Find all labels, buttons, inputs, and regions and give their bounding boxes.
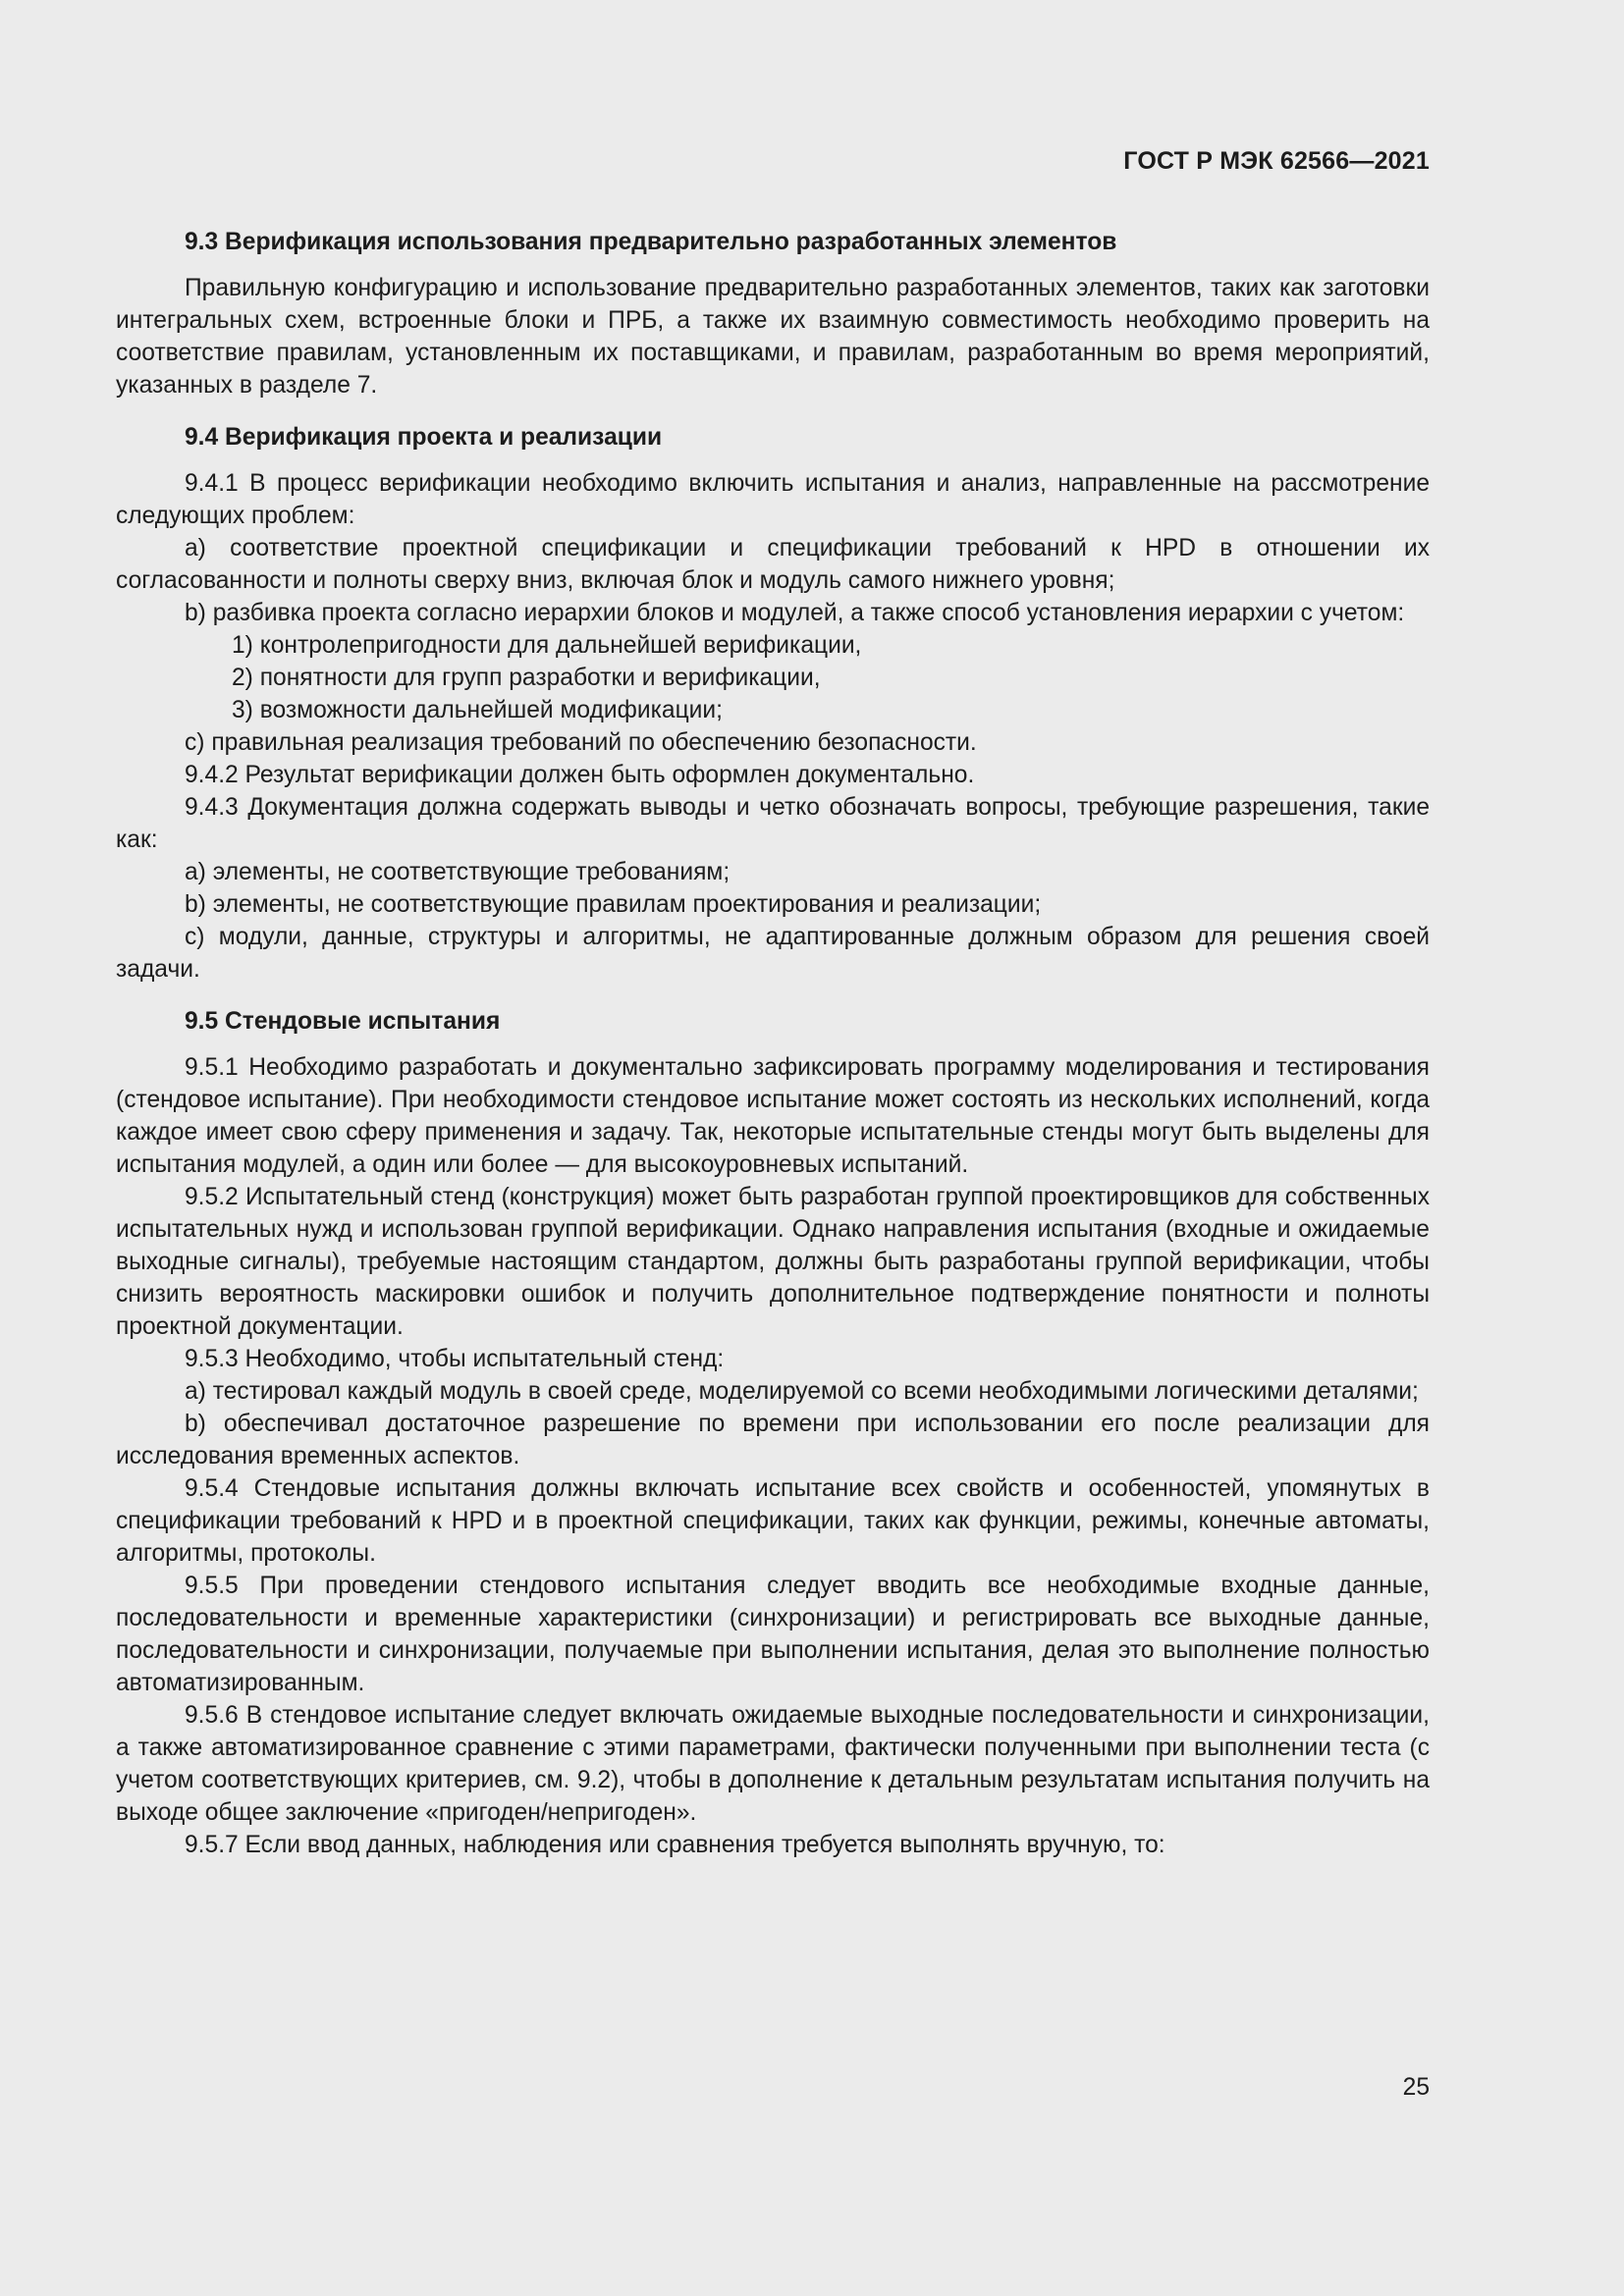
paragraph-9-5-4: 9.5.4 Стендовые испытания должны включать испытание всех свойств и особенностей, упомянутых в спецификации требований к HPD и в проектной спецификации, таких как функции, режимы, конечные автоматы, алгоритмы, протоколы. (116, 1475, 1430, 1567)
sub-item-9-4-1-b-1: 1) контролепригодности для дальнейшей верификации, (232, 632, 862, 659)
page-content (116, 226, 1430, 1861)
list-item-9-4-3-b: b) элементы, не соответствующие правилам проектирования и реализации; (185, 891, 1042, 918)
paragraph-9-5-5: 9.5.5 При проведении стендового испытания следует вводить все необходимые входные данные, последовательности и временные характеристики (синхронизации) и регистрировать все выходные данные, последовательности и синхронизации, получаемые при выполнении испытания, делая это выполнение полностью автоматизированным. (116, 1573, 1430, 1696)
paragraph-9-3: Правильную конфигурацию и использование предварительно разработанных элементов, таких как заготовки интегральных схем, встроенные блоки и ПРБ, а также их взаимную совместимость необходимо проверить на соответствие правилам, установленным их поставщиками, и правилам, разработанным во время мероприятий, указанных в разделе 7. (116, 275, 1430, 399)
section-heading-9-5: 9.5 Стендовые испытания (185, 1008, 501, 1035)
list-item-9-4-3-c: c) модули, данные, структуры и алгоритмы, не адаптированные должным образом для решения своей задачи. (116, 924, 1430, 983)
list-item-9-4-1-b: b) разбивка проекта согласно иерархии блоков и модулей, а также способ установления иерархии с учетом: (185, 600, 1405, 626)
sub-item-9-4-1-b-2: 2) понятности для групп разработки и верификации, (232, 665, 821, 691)
paragraph-9-4-3: 9.4.3 Документация должна содержать выводы и четко обозначать вопросы, требующие разрешения, такие как: (116, 794, 1430, 853)
paragraph-9-5-1: 9.5.1 Необходимо разработать и документально зафиксировать программу моделирования и тестирования (стендовое испытание). При необходимости стендовое испытание может состоять из нескольких исполнений, когда каждое имеет свою сферу применения и задачу. Так, некоторые испытательные стенды могут быть выделены для испытания модулей, а один или более — для высокоуровневых испытаний. (116, 1054, 1430, 1178)
page-number: 25 (1402, 2074, 1430, 2101)
paragraph-9-5-7: 9.5.7 Если ввод данных, наблюдения или сравнения требуется выполнять вручную, то: (185, 1832, 1165, 1858)
list-item-9-4-1-c: c) правильная реализация требований по обеспечению безопасности. (185, 729, 977, 756)
list-item-9-5-3-b: b) обеспечивал достаточное разрешение по времени при использовании его после реализации для исследования временных аспектов. (116, 1411, 1430, 1469)
section-heading-9-3: 9.3 Верификация использования предварительно разработанных элементов (185, 229, 1117, 255)
document-code-header: ГОСТ Р МЭК 62566—2021 (1123, 147, 1430, 175)
paragraph-9-4-2: 9.4.2 Результат верификации должен быть оформлен документально. (185, 762, 975, 788)
list-item-9-5-3-a: a) тестировал каждый модуль в своей среде, моделируемой со всеми необходимыми логическими деталями; (185, 1378, 1419, 1405)
paragraph-9-5-3: 9.5.3 Необходимо, чтобы испытательный стенд: (185, 1346, 725, 1372)
paragraph-9-4-1: 9.4.1 В процесс верификации необходимо включить испытания и анализ, направленные на рассмотрение следующих проблем: (116, 470, 1430, 529)
list-item-9-4-1-a: a) соответствие проектной спецификации и спецификации требований к HPD в отношении их согласованности и полноты сверху вниз, включая блок и модуль самого нижнего уровня; (116, 535, 1430, 594)
list-item-9-4-3-a: a) элементы, не соответствующие требованиям; (185, 859, 731, 885)
paragraph-9-5-6: 9.5.6 В стендовое испытание следует включать ожидаемые выходные последовательности и синхронизации, а также автоматизированное сравнение с этими параметрами, фактически полученными при выполнении теста (с учетом соответствующих критериев, см. 9.2), чтобы в дополнение к детальным результатам испытания получить на выходе общее заключение «пригоден/непригоден». (116, 1702, 1430, 1826)
section-heading-9-4: 9.4 Верификация проекта и реализации (185, 424, 663, 451)
sub-item-9-4-1-b-3: 3) возможности дальнейшей модификации; (232, 697, 723, 723)
paragraph-9-5-2: 9.5.2 Испытательный стенд (конструкция) может быть разработан группой проектировщиков для собственных испытательных нужд и использован группой верификации. Однако направления испытания (входные и ожидаемые выходные сигналы), требуемые настоящим стандартом, должны быть разработаны группой верификации, чтобы снизить вероятность маскировки ошибок и получить дополнительное подтверждение понятности и полноты проектной документации. (116, 1184, 1430, 1340)
